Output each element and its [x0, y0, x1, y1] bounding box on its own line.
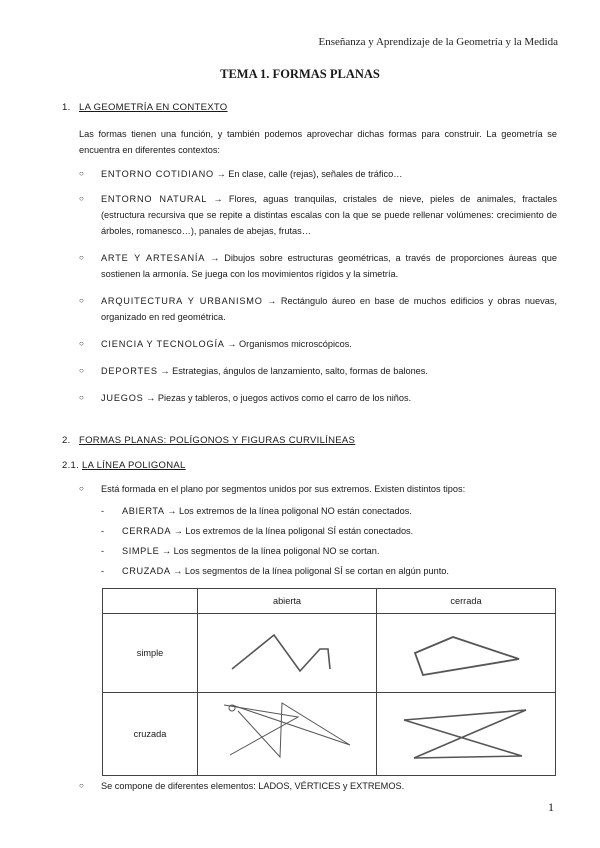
polygonal-line-table	[102, 588, 556, 776]
bullet-circle: ○	[79, 253, 84, 262]
list-item-elementos	[79, 778, 557, 794]
section-1-heading	[62, 102, 228, 113]
table-row-cruzada	[103, 693, 556, 776]
type-text: → Los extremos de la línea poligonal SÍ están conectados.	[171, 526, 414, 536]
bullet-dash: -	[101, 546, 105, 556]
section-2-title: FORMAS PLANAS: POLÍGONOS Y FIGURAS CURVILÍNEAS	[79, 435, 356, 446]
running-header: Enseñanza y Aprendizaje de la Geometría y la Medida	[318, 36, 558, 48]
bullet-circle: ○	[79, 366, 84, 375]
type-item-simple	[101, 543, 556, 559]
item-text: → Piezas y tableros, o juegos activos como el carro de los niños.	[143, 393, 412, 403]
item-term: DEPORTES	[101, 366, 158, 376]
item-text: → Dibujos sobre estructuras geométricas, a través de proporciones áureas que sostienen la armonía. Se juega con los movimientos rígidos y la simetría.	[101, 253, 557, 279]
page-title: TEMA 1. FORMAS PLANAS	[220, 67, 380, 81]
cell-cruzada-cerrada	[377, 693, 556, 776]
list-item-arquitectura	[79, 293, 557, 325]
section-2-heading	[62, 435, 355, 446]
row-header-cruzada: cruzada	[103, 693, 198, 776]
bullet-dash: -	[101, 506, 105, 516]
page-number: 1	[548, 800, 554, 814]
row-header-simple: simple	[103, 614, 198, 693]
item-text: Está formada en el plano por segmentos unidos por sus extremos. Existen distintos tipos:	[101, 484, 466, 494]
subsection-2-1-number: 2.1.	[62, 460, 80, 471]
item-term: CIENCIA Y TECNOLOGÍA	[101, 339, 225, 349]
type-term: CERRADA	[122, 526, 172, 536]
item-text: → Flores, aguas tranquilas, cristales de nieve, pieles de animales, fractales (estructura recursiva que se repite a distintas escalas con la que se puede rellenar volúmenes: crecimiento de árboles, romanesco…), panales de abejas, frutas…	[101, 194, 557, 236]
section-2-number: 2.	[62, 435, 71, 446]
bullet-circle: ○	[79, 484, 84, 493]
list-item-entorno-natural	[79, 191, 557, 239]
col-header-cerrada: cerrada	[377, 589, 556, 614]
type-term: CRUZADA	[122, 566, 171, 576]
type-term: SIMPLE	[122, 546, 160, 556]
item-term: ENTORNO NATURAL	[101, 194, 208, 204]
col-header-abierta: abierta	[198, 589, 377, 614]
list-item-ciencia	[79, 336, 557, 352]
table-corner-cell	[103, 589, 198, 614]
bullet-dash: -	[101, 566, 105, 576]
cell-cruzada-abierta	[198, 693, 377, 776]
bullet-circle: ○	[79, 339, 84, 348]
item-term: JUEGOS	[101, 393, 144, 403]
type-text: → Los extremos de la línea poligonal NO están conectados.	[164, 506, 412, 516]
list-item-linea-poligonal-intro	[79, 481, 557, 497]
type-text: → Los segmentos de la línea poligonal SÍ se cortan en algún punto.	[170, 566, 449, 576]
item-text: → Rectángulo áureo en base de muchos edificios y obras nuevas, organizado en red geométrica.	[101, 296, 557, 322]
item-text: Se compone de diferentes elementos: LADOS, VÉRTICES y EXTREMOS.	[101, 781, 405, 791]
crossed-closed-polyline-figure	[396, 702, 536, 766]
type-item-abierta	[101, 503, 556, 519]
item-text: → Organismos microscópicos.	[224, 339, 352, 349]
cell-simple-cerrada	[377, 614, 556, 693]
list-item-deportes	[79, 363, 557, 379]
list-item-entorno-cotidiano	[79, 166, 557, 182]
section-1-number: 1.	[62, 102, 71, 113]
section-1-intro: Las formas tienen una función, y también podemos aprovechar dichas formas para construir. La geometría se encuentra en diferentes contextos:	[79, 129, 557, 155]
item-term: ARTE Y ARTESANÍA	[101, 253, 206, 263]
item-text: → En clase, calle (rejas), señales de tráfico…	[213, 169, 403, 179]
simple-closed-polyline-figure	[401, 623, 531, 683]
subsection-2-1-title: LA LÍNEA POLIGONAL	[82, 460, 186, 471]
table-header-row	[103, 589, 556, 614]
cell-simple-abierta	[198, 614, 377, 693]
type-item-cerrada	[101, 523, 556, 539]
type-term: ABIERTA	[122, 506, 165, 516]
type-text: → Los segmentos de la línea poligonal NO se cortan.	[159, 546, 380, 556]
simple-open-polyline-figure	[222, 623, 352, 683]
item-term: ARQUITECTURA Y URBANISMO	[101, 296, 263, 306]
bullet-circle: ○	[79, 169, 84, 178]
bullet-circle: ○	[79, 296, 84, 305]
crossed-open-polyline-figure	[202, 697, 372, 771]
list-item-juegos	[79, 390, 557, 406]
bullet-dash: -	[101, 526, 105, 536]
bullet-circle: ○	[79, 781, 84, 790]
bullet-circle: ○	[79, 393, 84, 402]
type-item-cruzada	[101, 563, 556, 579]
subsection-2-1-heading	[62, 460, 186, 471]
table-row-simple	[103, 614, 556, 693]
list-item-arte-artesania	[79, 250, 557, 282]
item-term: ENTORNO COTIDIANO	[101, 169, 214, 179]
section-1-title: LA GEOMETRÍA EN CONTEXTO	[79, 102, 228, 113]
item-text: → Estrategias, ángulos de lanzamiento, salto, formas de balones.	[157, 366, 428, 376]
bullet-circle: ○	[79, 194, 84, 203]
